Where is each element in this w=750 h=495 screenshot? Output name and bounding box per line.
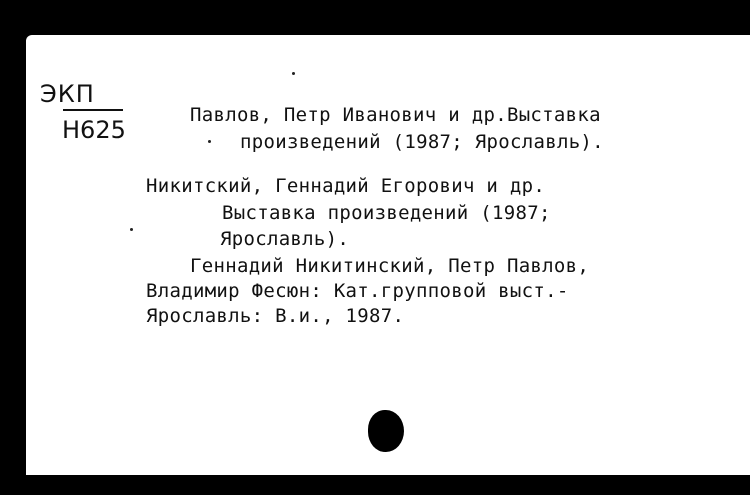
entry2-line5: Владимир Фесюн: Кат.групповой выст.-	[146, 280, 569, 302]
entry2-line6: Ярославль: В.и., 1987.	[146, 305, 405, 327]
entry2-line2: Выставка произведений (1987;	[222, 202, 551, 224]
punch-hole	[368, 410, 404, 452]
speck	[130, 228, 133, 231]
speck	[292, 72, 295, 75]
entry2-line3: Ярославль).	[220, 228, 350, 250]
speck	[208, 140, 211, 143]
entry1-line2: произведений (1987; Ярославль).	[240, 131, 604, 153]
shelfmark-top: ЭКП	[40, 80, 95, 108]
shelfmark-divider	[63, 109, 123, 111]
entry2-line1: Никитский, Геннадий Егорович и др.	[146, 175, 546, 197]
entry1-line1: Павлов, Петр Иванович и др.Выставка	[190, 104, 601, 126]
entry2-line4: Геннадий Никитинский, Петр Павлов,	[190, 255, 590, 277]
shelfmark-bottom: Н625	[62, 116, 126, 144]
